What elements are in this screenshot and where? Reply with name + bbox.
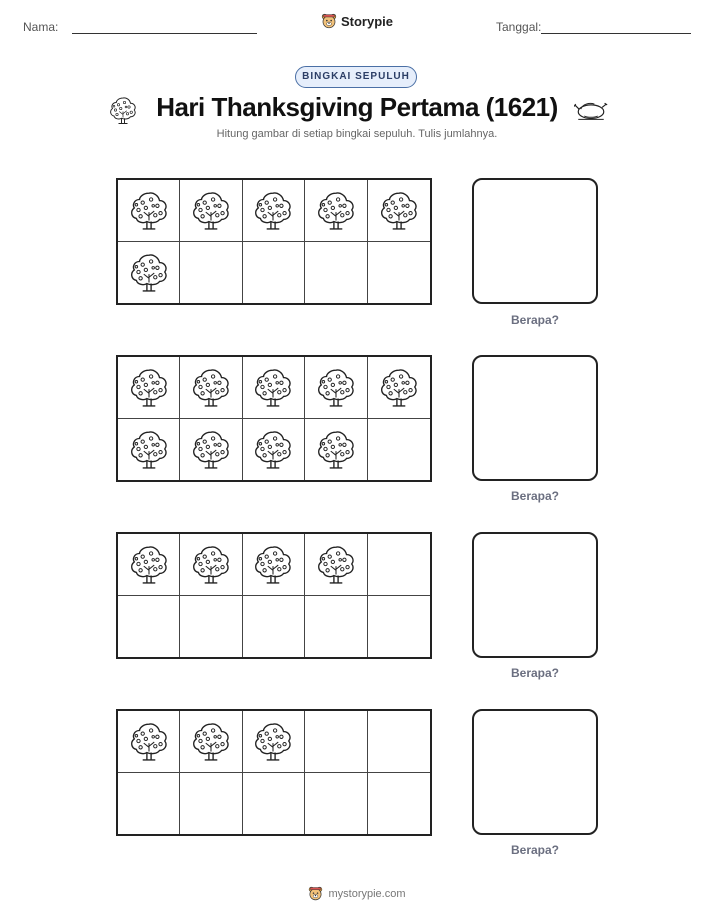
bear-icon: [308, 886, 323, 901]
frame-cell: [180, 596, 242, 658]
frame-cell: [243, 180, 305, 242]
frame-cell: [305, 773, 367, 835]
frame-cell: [368, 357, 430, 419]
frame-cell: [368, 534, 430, 596]
frame-cell: [368, 773, 430, 835]
frame-cell: [305, 596, 367, 658]
frame-cell: [243, 773, 305, 835]
tree-icon: [252, 428, 294, 470]
frame-cell: [368, 180, 430, 242]
tree-icon: [128, 251, 170, 293]
tree-icon: [190, 720, 232, 762]
frame-cell: [180, 180, 242, 242]
brand-logo: [0, 13, 714, 34]
answer-label-3: Berapa?: [510, 666, 560, 680]
frame-cell: [305, 419, 367, 481]
frame-cell: [180, 357, 242, 419]
ten-frame-1: [116, 178, 432, 305]
frame-cell: [243, 596, 305, 658]
frame-cell: [305, 711, 367, 773]
frame-cell: [118, 773, 180, 835]
frame-cell: [118, 242, 180, 304]
tree-icon: [128, 189, 170, 231]
bear-icon: [321, 13, 337, 29]
tree-icon: [128, 366, 170, 408]
answer-box-1[interactable]: [472, 178, 598, 304]
frame-cell: [180, 534, 242, 596]
answer-label-4: Berapa?: [510, 843, 560, 857]
brand-name: Storypie: [340, 13, 393, 29]
ten-frame-2: [116, 355, 432, 482]
answer-label-1: Berapa?: [510, 313, 560, 327]
tree-icon: [190, 189, 232, 231]
frame-cell: [243, 534, 305, 596]
frame-cell: [243, 711, 305, 773]
tree-icon: [378, 189, 420, 231]
tree-icon: [252, 189, 294, 231]
frame-cell: [180, 711, 242, 773]
tree-icon: [128, 428, 170, 470]
tree-icon: [190, 428, 232, 470]
frame-cell: [118, 419, 180, 481]
frame-cell: [368, 419, 430, 481]
answer-label-2: Berapa?: [510, 489, 560, 503]
tree-icon: [190, 366, 232, 408]
frame-cell: [180, 773, 242, 835]
tree-icon: [252, 543, 294, 585]
worksheet-type-badge: BINGKAI SEPULUH: [295, 66, 417, 88]
tree-icon: [315, 366, 357, 408]
tree-icon: [190, 543, 232, 585]
frame-cell: [243, 419, 305, 481]
frame-cell: [368, 711, 430, 773]
date-field-line[interactable]: [541, 33, 691, 34]
tree-icon: [378, 366, 420, 408]
frame-cell: [118, 180, 180, 242]
frame-cell: [305, 357, 367, 419]
turkey-icon: [574, 97, 608, 123]
ten-frame-3: [116, 532, 432, 659]
tree-icon: [315, 189, 357, 231]
frame-cell: [368, 596, 430, 658]
frame-cell: [118, 596, 180, 658]
tree-icon: [252, 366, 294, 408]
frame-cell: [118, 534, 180, 596]
frame-cell: [118, 711, 180, 773]
frame-cell: [243, 242, 305, 304]
frame-cell: [180, 242, 242, 304]
tree-icon: [315, 543, 357, 585]
frame-cell: [305, 242, 367, 304]
footer-url: mystorypie.com: [328, 887, 406, 900]
page-title: Hari Thanksgiving Pertama (1621): [156, 92, 558, 122]
frame-cell: [243, 357, 305, 419]
name-label: Nama:: [23, 20, 59, 34]
frame-cell: [305, 180, 367, 242]
ten-frame-4: [116, 709, 432, 836]
instructions: Hitung gambar di setiap bingkai sepuluh. Tulis jumlahnya.: [216, 128, 498, 140]
frame-cell: [180, 419, 242, 481]
frame-cell: [305, 534, 367, 596]
answer-box-2[interactable]: [472, 355, 598, 481]
footer: [0, 886, 714, 904]
tree-icon: [128, 720, 170, 762]
answer-box-4[interactable]: [472, 709, 598, 835]
answer-box-3[interactable]: [472, 532, 598, 658]
date-label: Tanggal:: [496, 20, 542, 34]
tree-icon: [128, 543, 170, 585]
frame-cell: [368, 242, 430, 304]
tree-icon: [252, 720, 294, 762]
frame-cell: [118, 357, 180, 419]
tree-icon: [315, 428, 357, 470]
